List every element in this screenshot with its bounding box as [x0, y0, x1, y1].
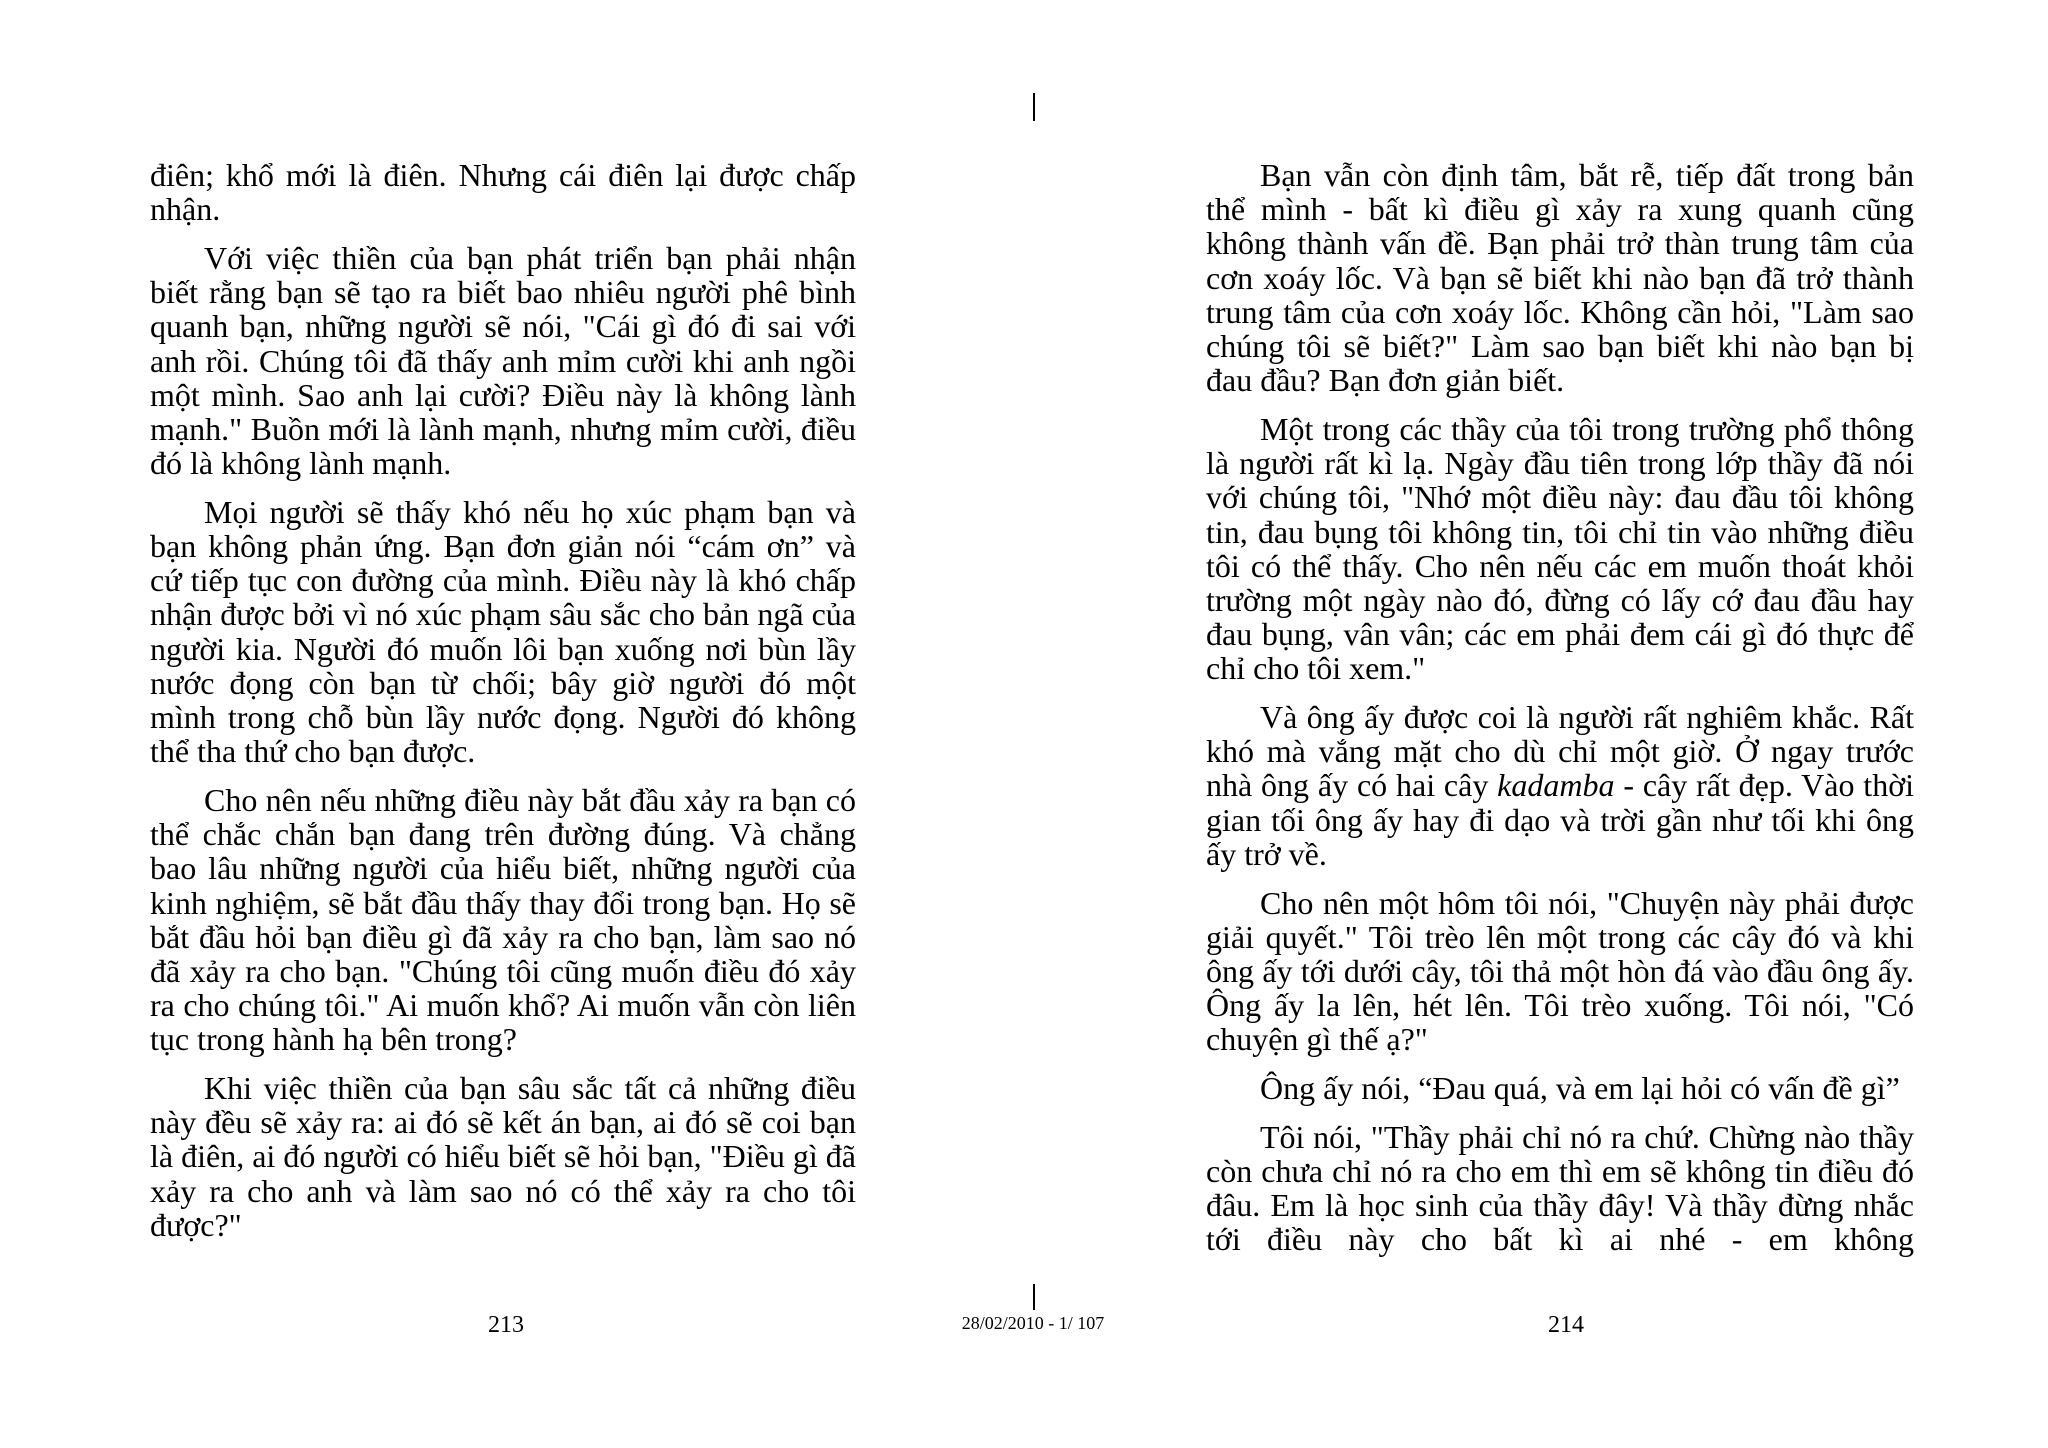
- right-paragraph-4: Cho nên một hôm tôi nói, "Chuyện này phải được giải quyết." Tôi trèo lên một trong các cây đó và khi ông ấy tới dưới cây, tôi thả một hòn đá vào đầu ông ấy. Ông ấy la lên, hét lên. Tôi trèo xuống. Tôi nói, "Có chuyện gì thế ạ?": [1206, 884, 1914, 1058]
- right-page-number: 214: [1548, 1312, 1584, 1338]
- gutter-mark-top: [1033, 93, 1035, 121]
- left-paragraph-2: Với việc thiền của bạn phát triển bạn phải nhận biết rằng bạn sẽ tạo ra biết bao nhiêu người phê bình quanh bạn, những người sẽ nói, "Cái gì đó đi sai với anh rồi. Chúng tôi đã thấy anh mỉm cười khi anh ngồi một mình. Sao anh lại cười? Điều này là không lành mạnh." Buồn mới là lành mạnh, nhưng mỉm cười, điều đó là không lành mạnh.: [150, 239, 856, 482]
- footer-date-stamp: 28/02/2010 - 1/ 107: [961, 1313, 1105, 1333]
- left-page-text: [150, 158, 856, 1257]
- right-paragraph-3-emphasis: kadamba: [1497, 767, 1615, 804]
- right-paragraph-1: Bạn vẫn còn định tâm, bắt rễ, tiếp đất trong bản thể mình - bất kì điều gì xảy ra xung quanh cũng không thành vấn đề. Bạn phải trở thàn trung tâm của cơn xoáy lốc. Và bạn sẽ biết khi nào bạn đã trở thành trung tâm của cơn xoáy lốc. Không cần hỏi, "Làm sao chúng tôi sẽ biết?" Làm sao bạn biết khi nào bạn bị đau đầu? Bạn đơn giản biết.: [1206, 157, 1914, 399]
- right-page-text: [1206, 158, 1914, 1271]
- left-page-number: 213: [488, 1312, 524, 1338]
- left-paragraph-1: điên; khổ mới là điên. Nhưng cái điên lại được chấp nhận.: [150, 157, 856, 228]
- left-paragraph-3: Mọi người sẽ thấy khó nếu họ xúc phạm bạn và bạn không phản ứng. Bạn đơn giản nói “cám ơn” và cứ tiếp tục con đường của mình. Điều này là khó chấp nhận được bởi vì nó xúc phạm sâu sắc cho bản ngã của người kia. Người đó muốn lôi bạn xuống nơi bùn lầy nước đọng còn bạn từ chối; bây giờ người đó một mình trong chỗ bùn lầy nước đọng. Người đó không thể tha thứ cho bạn được.: [150, 493, 856, 770]
- right-paragraph-6: Tôi nói, "Thầy phải chỉ nó ra chứ. Chừng nào thầy còn chưa chỉ nó ra cho em thì em sẽ không tin điều đó đâu. Em là học sinh của thầy đây! Và thầy đừng nhắc tới điều này cho bất kì ai nhé - em không: [1206, 1118, 1914, 1258]
- right-paragraph-5: Ông ấy nói, “Đau quá, và em lại hỏi có vấn đề gì”: [1260, 1070, 1900, 1107]
- right-paragraph-2: Một trong các thầy của tôi trong trường phổ thông là người rất kì lạ. Ngày đầu tiên trong lớp thầy đã nói với chúng tôi, "Nhớ một điều này: đau đầu tôi không tin, đau bụng tôi không tin, tôi chỉ tin vào những điều tôi có thể thấy. Cho nên nếu các em muốn thoát khỏi trường một ngày nào đó, đừng có lấy cớ đau đầu hay đau bụng, vân vân; các em phải đem cái gì đó thực để chỉ cho tôi xem.": [1206, 410, 1914, 687]
- left-paragraph-5: Khi việc thiền của bạn sâu sắc tất cả những điều này đều sẽ xảy ra: ai đó sẽ kết án bạn, ai đó sẽ coi bạn là điên, ai đó người có hiểu biết sẽ hỏi bạn, "Điều gì đã xảy ra cho anh và làm sao nó có thể xảy ra cho tôi được?": [150, 1070, 856, 1243]
- right-paragraph-3-text-before: Và ông ấy được coi là người rất nghiêm khắc. Rất khó mà vắng mặt cho dù chỉ một giờ. Ở ngay trước nhà ông ấy có hai cây: [1206, 699, 1914, 804]
- right-paragraph-3: [1206, 700, 1914, 871]
- gutter-mark-bottom: [1033, 1284, 1035, 1310]
- left-paragraph-4: Cho nên nếu những điều này bắt đầu xảy ra bạn có thể chắc chắn bạn đang trên đường đúng. Và chẳng bao lâu những người của hiểu biết, những người của kinh nghiệm, sẽ bắt đầu thấy thay đổi trong bạn. Họ sẽ bắt đầu hỏi bạn điều gì đã xảy ra cho bạn, làm sao nó đã xảy ra cho bạn. "Chúng tôi cũng muốn điều đó xảy ra cho chúng tôi." Ai muốn khổ? Ai muốn vẫn còn liên tục trong hành hạ bên trong?: [150, 781, 856, 1058]
- right-paragraph-3-text-after: - cây rất đẹp. Vào thời gian tối ông ấy hay đi dạo và trời gần như tối khi ông ấy trở về.: [1206, 767, 1914, 872]
